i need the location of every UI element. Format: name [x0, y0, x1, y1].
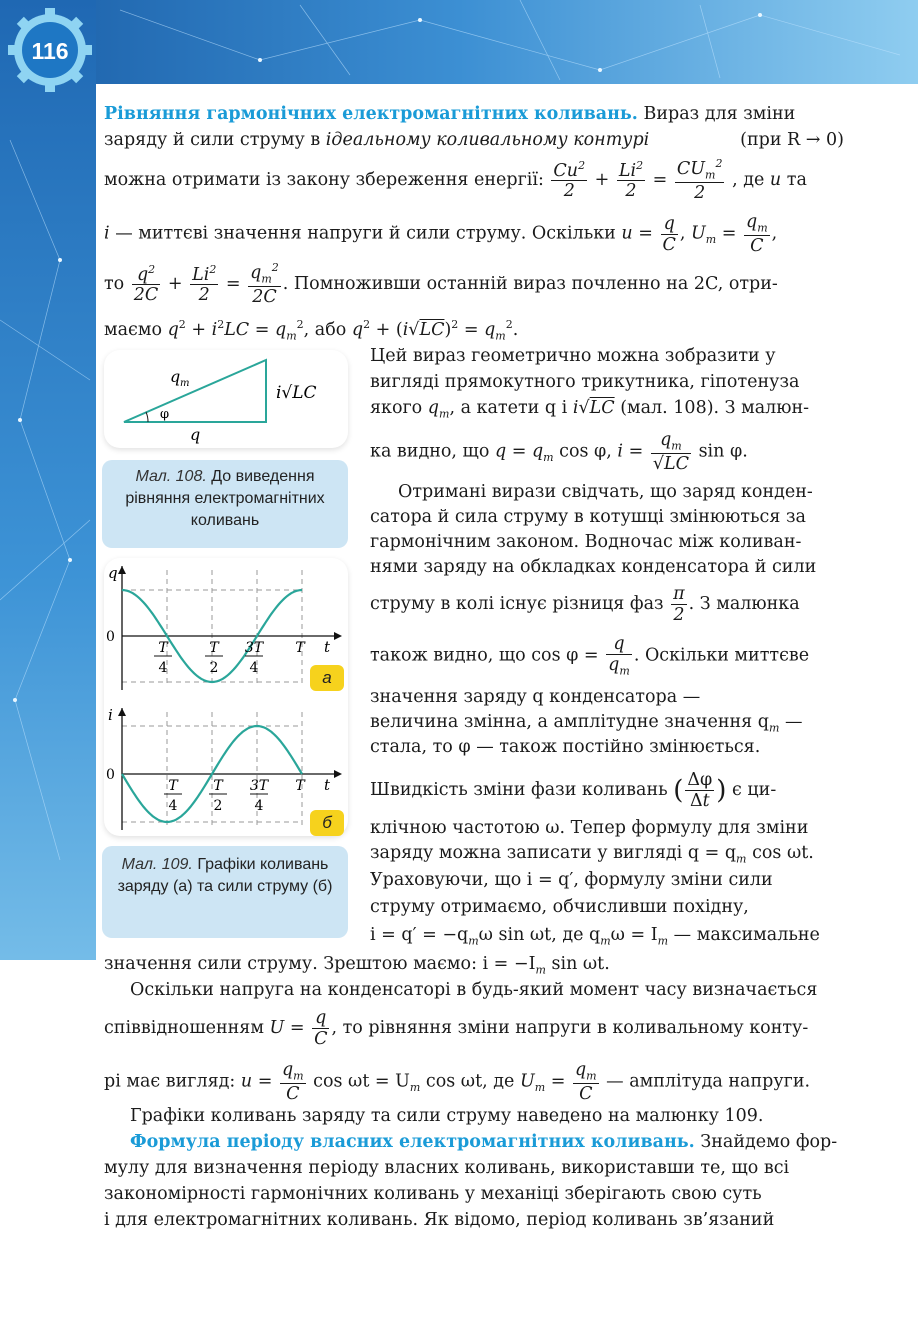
p2-line1: Цей вираз геометрично можна зобразити у: [370, 346, 776, 366]
p1-line6: маємо $q^2 + i^2LC = q_m^2$, або $q^2 + (i√LC)^2 = q_m^2$.: [104, 318, 519, 343]
tick-label: 4: [249, 660, 259, 676]
y-axis-label: i: [108, 706, 113, 724]
p1-line3: можна отримати із закону збереження енергії: $\frac{Cu^2}{2}$ + $\frac{Li^2}{2}$ = $\frac{CU_m^2}{2}$ , де u та: [104, 157, 807, 203]
section-heading-2: Формула періоду власних електромагнітних коливань.: [130, 1132, 695, 1152]
p4-line1: Оскільки напруга на конденсаторі в будь-який момент часу визначається: [130, 980, 818, 1000]
p5-line1: Графіки коливань заряду та сили струму наведено на малюнку 109.: [130, 1106, 764, 1126]
p3-line12: заряду можна записати у вигляді $q = q_m$ cos ωt.: [370, 843, 814, 866]
figure-108-caption: Мал. 108. До виведення рівняння електромагнітних коливань: [102, 460, 348, 548]
p3-line14: струму отримаємо, обчисливши похідну,: [370, 897, 749, 917]
y-axis-label: q: [108, 564, 118, 582]
p4-line3: рі має вигляд: u = $\frac{q_m}{C}$ $\cos \omega t = U_m$ cos ωt, де $U_m$ = $\frac{q_m}{C}$ — амплітуда напруги.: [104, 1060, 811, 1105]
p3-line3: гармонічним законом. Водночас між коливан-: [370, 532, 802, 552]
base-label: q: [190, 425, 201, 444]
p6-line2: мулу для визначення періоду власних коливань, використавши те, що всі: [104, 1158, 790, 1178]
p6-line4: і для електромагнітних коливань. Як відомо, період коливань зв’язаний: [104, 1210, 775, 1230]
p3-line2: сатора й сила струму в котушці змінюються за: [370, 507, 806, 527]
tick-label: 2: [209, 660, 219, 676]
zero-label: 0: [106, 767, 115, 783]
tick-label: 4: [158, 660, 168, 676]
p3-line13: Ураховуючи, що i = q′, формулу зміни сили: [370, 870, 773, 890]
page-number: 116: [31, 37, 69, 64]
p1-line2: заряду й сили струму в ідеальному коливальному контурі (при R → 0): [104, 130, 844, 150]
tick-label: T: [209, 640, 219, 656]
p2-line4: ка видно, що $q = q_m$ cos φ, i = $\frac{q_m}{√LC}$ sin φ.: [370, 430, 748, 475]
p3-line8: величина змінна, а амплітудне значення $q_m$ —: [370, 712, 803, 735]
figure-108-panel: [104, 350, 348, 448]
tick-label: 4: [168, 798, 178, 814]
p3-line10: Швидкість зміни фази коливань ( $\frac{\Delta\varphi}{\Delta t}$ ) є ци-: [370, 770, 777, 812]
triangle-diagram: [104, 350, 348, 448]
tick-label: 3T: [244, 640, 264, 656]
y-axis-arrow: [118, 708, 126, 716]
figure-109-caption: Мал. 109. Графіки коливань заряду (а) та сили струму (б): [102, 846, 348, 938]
tick-label: T: [295, 778, 305, 794]
p3-line4: нями заряду на обкладках конденсатора й сили: [370, 557, 817, 577]
x-axis-label: t: [324, 776, 331, 794]
x-axis-label: t: [324, 638, 331, 656]
section-heading: Рівняння гармонічних електромагнітних коливань.: [104, 104, 638, 124]
vert-label: i√LC: [276, 383, 317, 403]
p3-line6: також видно, що cos φ = $\frac{q}{q_m}$ . Оскільки миттєве: [370, 634, 810, 678]
hyp-label: q: [170, 367, 181, 386]
p3-line11: клічною частотою ω. Тепер формулу для зміни: [370, 818, 809, 838]
p6-line3: закономірності гармонічних коливань у механіці зберігають свою суть: [104, 1184, 762, 1204]
tick-label: 3T: [249, 778, 269, 794]
y-axis-arrow: [118, 566, 126, 574]
p3-line1: Отримані вирази свідчать, що заряд конден-: [398, 482, 813, 502]
figure-109-panel: [104, 558, 348, 836]
x-axis-arrow: [334, 770, 342, 778]
p1-line4: i — миттєві значення напруги й сили струму. Оскільки u = $\frac{q}{C}$ , $U_m$ = $\frac{q_m}{C}$ ,: [104, 212, 778, 257]
p6-line1: Формула періоду власних електромагнітних коливань. Знайдемо фор-: [130, 1132, 838, 1152]
oscillation-graphs: [104, 558, 348, 836]
p3-line5: струму в колі існує різниця фаз $\frac{\pi}{2}$ . З малюнка: [370, 584, 800, 626]
tick-label: T: [158, 640, 168, 656]
p1-line1: Рівняння гармонічних електромагнітних коливань. Вираз для зміни: [104, 104, 796, 124]
x-axis-arrow: [334, 632, 342, 640]
p4-line2: співвідношенням U = $\frac{q}{C}$ , то рівняння зміни напруги в коливальному конту-: [104, 1008, 809, 1050]
tick-label: 2: [213, 798, 223, 814]
p2-line2: вигляді прямокутного трикутника, гіпотенуза: [370, 372, 800, 392]
badge-a: а: [310, 665, 344, 691]
tick-label: T: [168, 778, 178, 794]
badge-b: б: [310, 810, 344, 836]
p1-line5: то $\frac{q^2}{2C}$ + $\frac{Li^2}{2}$ = $\frac{q_m^2}{2C}$ . Помноживши останній вираз почленно на 2C, отри-: [104, 261, 778, 307]
p3-line16: значення сили струму. Зрештою маємо: $i = -I_m$ sin ωt.: [104, 954, 610, 977]
angle-label: φ: [160, 407, 170, 422]
p3-line9: стала, то φ — також постійно змінюється.: [370, 737, 761, 757]
p3-line15: $i = q' = -q_m\omega$ sin ωt, де $q_m\omega = I_m$ — максимальне: [370, 925, 820, 948]
svg-text:m: m: [180, 378, 190, 389]
tick-label: T: [213, 778, 223, 794]
p2-line3: якого $q_m$, а катети q і i√LC (мал. 108). З малюн-: [370, 398, 810, 421]
zero-label: 0: [106, 629, 115, 645]
tick-label: T: [295, 640, 305, 656]
tick-label: 4: [254, 798, 264, 814]
p3-line7: значення заряду q конденсатора —: [370, 687, 701, 707]
